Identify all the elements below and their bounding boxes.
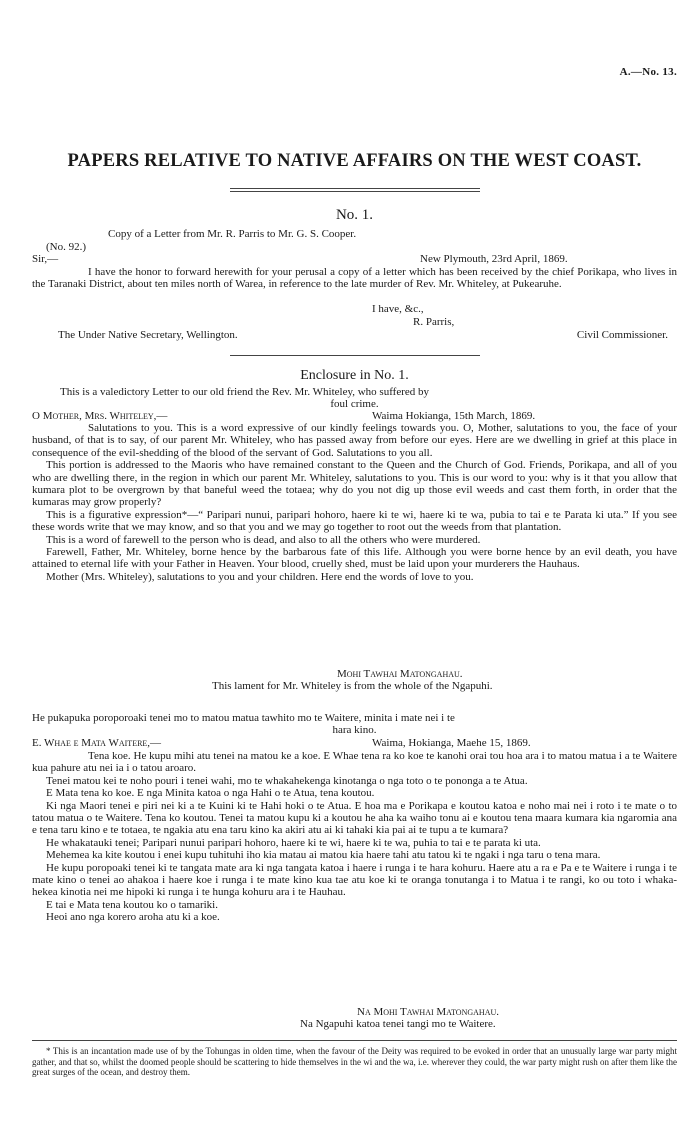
letter-addressee: The Under Native Secretary, Wellington. (58, 329, 238, 341)
letter-signer-title: Civil Commissioner. (576, 329, 668, 341)
enclosure-lament: This lament for Mr. Whiteley is from the whole of the Ngapuhi. (212, 680, 493, 692)
maori-paragraph: Tena koe. He kupu mihi atu tenei na matou ke a koe. E Whae tena ra ko koe te kanohi orai tou hoa ara i to matou matua i a te Waitere kua pahure atu nei ia i o tatou aroaro. (32, 750, 677, 775)
maori-signature-2: Na Ngapuhi katoa tenei tangi mo te Waitere. (300, 1018, 496, 1030)
maori-paragraph: He kupu poropoaki tenei ki te tangata mate ara ki nga tangata katoa i haere i runga i te hara kohuru. Haere atu a ra e Pa e te Waitere i runga i te mate kino o tenei ao ahakoa i haere koe i runga i te mate kino kua tae atu koe ki te oranga tonutanga i to Matua i te rangi, ko ou toto i whaka-hekea kinotia nei me hipoki ki runga i te hunga kohuru ara i te Hauhau. (32, 861, 677, 899)
enclosure-place-date: Waima Hokianga, 15th March, 1869. (372, 410, 536, 422)
maori-intro-line1: He pukapuka poroporoaki tenei mo to matou matua tawhito mo te Waitere, minita i mate nei i te (32, 712, 455, 724)
letter-number: (No. 92.) (46, 241, 87, 253)
maori-body (32, 750, 677, 924)
maori-paragraph: Ki nga Maori tenei e piri nei ki a te Kuini ki te Hahi hoki o te Atua. E hoa ma e Porikapa e koutou katoa e noho mai nei i roto i te mate o to tatou matua o te Waitere. Tena ko koutou. Tenei ta matou kupu ki a koutou he aha ka waiho tonu ai e koutou tena maara kumara kia ngaromia ana e tena taru kino e te totaea, te ngakia atu ena taru kino ka akiri atu ai ki tahaki kia pai ai te tupu a te kumara? (32, 799, 677, 837)
letter-signer: R. Parris, (413, 316, 455, 328)
maori-paragraph: Heoi ano nga korero aroha atu ki a koe. (46, 911, 220, 924)
letter-body: I have the honor to forward herewith for your perusal a copy of a letter which has been received by the chief Porikapa, who lives in the Taranaki District, about ten miles north of Warea, in reference to the late murder of Rev. Mr. Whiteley, at Pukearuhe. (32, 266, 677, 291)
letter-heading: No. 1. (335, 207, 374, 223)
maori-paragraph: He whakatauki tenei; Paripari nunui paripari hohoro, haere ki te wi, haere ki te wa, puhia to tai e te parata ki uta. (46, 836, 541, 849)
title-rule (230, 188, 480, 192)
enclosure-paragraph: Mother (Mrs. Whiteley), salutations to you and your children. Here end the words of love to you. (46, 570, 474, 583)
maori-intro-line2: hara kino. (332, 724, 377, 736)
enclosure-heading: Enclosure in No. 1. (300, 368, 409, 383)
enclosure-intro-line1: This is a valedictory Letter to our old friend the Rev. Mr. Whiteley, who suffered by (60, 386, 430, 398)
footnote: * This is an incantation made use of by the Tohungas in olden time, when the favour of the Deity was required to be evoked in order that an unusually large war party might gather, and that so, whilst the doomed people should be scattering to hide themselves in the wi and the wa, i.e. wherever they could, the war party might rush on after them like the great surges of the ocean, and destroy them. (32, 1046, 677, 1078)
maori-salutation: E. Whae e Mata Waitere,— (32, 737, 162, 749)
footnote-rule (32, 1040, 677, 1041)
enclosure-salutation: O Mother, Mrs. Whiteley,— (32, 410, 168, 422)
enclosure-intro-line2: foul crime. (330, 398, 379, 410)
document-reference: A.—No. 13. (619, 66, 677, 78)
letter-place-date: New Plymouth, 23rd April, 1869. (420, 253, 568, 265)
enclosure-body (32, 422, 677, 583)
maori-paragraph: E tai e Mata tena koutou ko o tamariki. (46, 898, 218, 911)
maori-paragraph: Tenei matou kei te noho pouri i tenei wahi, mo te whakahekenga kinotanga o nga toto o te pononga a te Atua. (46, 774, 528, 787)
enclosure-paragraph: This is a figurative expression*—“ Paripari nunui, paripari hohoro, haere ki te wi, haere ki te wa, pubia to tai e te Parata ki uta.” If you see these words write that we may know, and so that you and we may go together to root out the weeds from that plantation. (32, 508, 677, 534)
letter-caption: Copy of a Letter from Mr. R. Parris to Mr. G. S. Cooper. (108, 228, 357, 240)
letter-salutation: Sir,— (32, 253, 59, 265)
document-title: PAPERS RELATIVE TO NATIVE AFFAIRS ON THE WEST COAST. (67, 151, 642, 171)
section-rule (230, 355, 480, 356)
maori-signature: Na Mohi Tawhai Matongahau. (357, 1006, 500, 1018)
maori-paragraph: E Mata tena ko koe. E nga Minita katoa o nga Hahi o te Atua, tena koutou. (46, 787, 375, 800)
enclosure-paragraph: Farewell, Father, Mr. Whiteley, borne hence by the barbarous fate of this life. Although you were borne hence by an evil death, you have attained to eternal life with your Father in Heaven. Your blood, cruelly shed, must be laid upon your murderers the Hauhaus. (32, 546, 677, 571)
maori-place-date: Waima, Hokianga, Maehe 15, 1869. (372, 737, 531, 749)
enclosure-paragraph: This portion is addressed to the Maoris who have remained constant to the Queen and the Church of God. Friends, Porikapa, and all of you who are dwelling there, in the region in which our parent Mr. Whiteley, salutations to you. This is our word to you: why is it that you allow that kumara plot to be overgrown by that baneful weed the totaea; why do you not dig up those evil weeds and cast them forth, in order that the kumaras may grow properly? (32, 459, 677, 509)
enclosure-paragraph: This is a word of farewell to the person who is dead, and also to all the others who were murdered. (46, 533, 481, 546)
enclosure-signature: Mohi Tawhai Matongahau. (337, 668, 463, 680)
maori-paragraph: Mehemea ka kite koutou i enei kupu tuhituhi iho kia matau ai matou kia haere tahi atu tatou ki te ngaki i nga taru o tena mara. (46, 849, 601, 862)
letter-close: I have, &c., (372, 303, 424, 315)
enclosure-paragraph: Salutations to you. This is a word expressive of our kindly feelings towards you. O, Mother, salutations to you, the face of your husband, of that is to say, of our parent Mr. Whiteley, who has passed away from before our eyes. Here are we dwelling in grief at this place in consequence of the evil-shedding of the blood of the servant of God. Salutations to you all. (32, 422, 677, 459)
